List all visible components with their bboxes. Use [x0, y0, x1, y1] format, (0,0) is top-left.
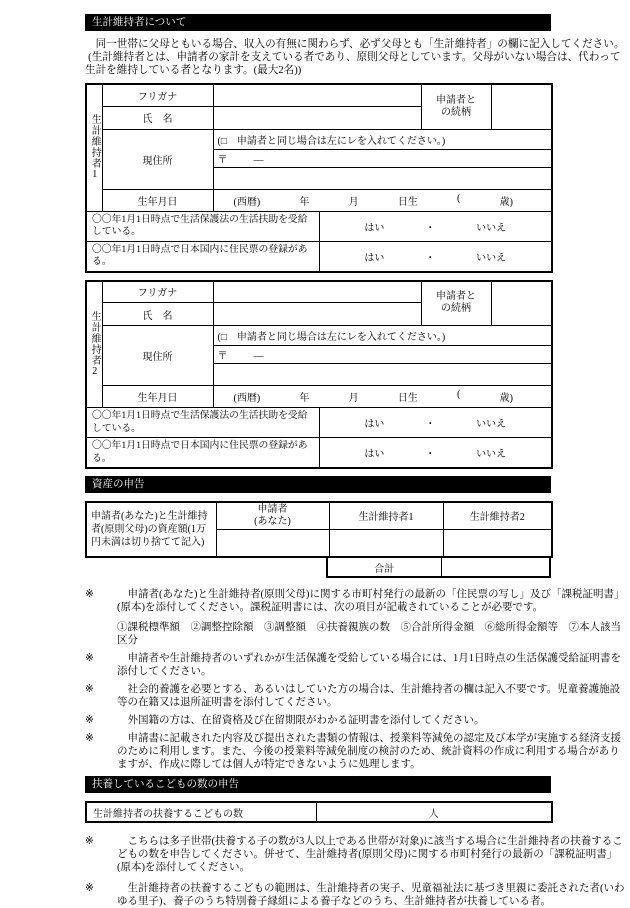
note-text: 申請者や生計維持者のいずれかが生活保護を受給している場合には、1月1日時点の生活保護受給証明書を添付してください。 — [117, 653, 621, 677]
answer-yes[interactable]: はい — [364, 252, 385, 264]
supporter1-postal-field[interactable] — [213, 149, 552, 167]
birthdate-label: 生年月日 — [102, 386, 213, 408]
birthdate-age-open: ( — [457, 192, 461, 204]
note-text: 生計維持者の扶養するこどもの範囲は、生計維持者の実子、児童福祉法に基づき里親に委託された者(いわゆる里子)、養子のうち特別養子縁組による養子などのうち、生計維持者が扶養している者。 — [117, 883, 625, 907]
supporter1-welfare-answer[interactable] — [319, 211, 552, 241]
answer-separator: ・ — [425, 419, 436, 430]
address-label: 現住所 — [102, 326, 213, 386]
birthdate-age: 歳) — [499, 393, 513, 404]
note-item — [85, 732, 626, 771]
note-text: 外国籍の方は、在留資格及び在留期限がわかる証明書を添付してください。 — [127, 715, 485, 726]
asset-total-table — [326, 556, 551, 578]
section-header-supporters: 生計維持者について — [85, 14, 551, 31]
answer-no[interactable]: いいえ — [476, 419, 507, 430]
postal-mark: 〒 — [217, 154, 228, 166]
intro-line-2: (生計維持者とは、申請者の家計を支えている者であり、原則父母としています。父母がいない場合は、代わって生計を維持している者となります。(最大2名)) — [85, 52, 621, 76]
birthdate-era: (西暦) — [233, 196, 261, 208]
note-item — [85, 588, 626, 614]
note-marker: ※ — [85, 733, 94, 744]
furigana-label: フリガナ — [102, 84, 213, 106]
birthdate-era: (西暦) — [233, 393, 261, 404]
section-header-assets: 資産の申告 — [85, 476, 551, 493]
answer-yes[interactable]: はい — [364, 449, 385, 460]
note-marker: ※ — [85, 653, 94, 664]
supporter1-table — [85, 83, 553, 273]
supporter2-welfare-question: 〇〇年1月1日時点で生活保護法の生活扶助を受給している。 — [86, 408, 319, 438]
answer-yes[interactable]: はい — [364, 419, 385, 430]
supporter2-residence-question: 〇〇年1月1日時点で日本国内に住民票の登録がある。 — [86, 438, 319, 469]
kids-notes — [85, 835, 626, 908]
supporter1-birthdate-field[interactable] — [213, 189, 552, 211]
asset-col-supporter1: 生計維持者1 — [329, 502, 443, 529]
supporter1-address-field[interactable] — [213, 167, 552, 189]
asset-total-row — [85, 556, 551, 578]
note-marker: ※ — [85, 836, 94, 847]
name-label: 氏 名 — [102, 106, 213, 129]
note-marker: ※ — [85, 883, 94, 894]
postal-dash: ― — [253, 351, 264, 362]
birthdate-month: 月 — [348, 393, 359, 404]
note-marker: ※ — [85, 684, 94, 695]
name-label: 氏 名 — [102, 303, 213, 326]
note-marker: ※ — [85, 715, 94, 726]
supporter1-welfare-question: 〇〇年1月1日時点で生活保護法の生活扶助を受給している。 — [86, 211, 319, 241]
birthdate-day: 日生 — [397, 196, 418, 208]
supporter1-residence-answer[interactable] — [319, 241, 552, 272]
note-text: 社会的養護を必要とする、あるいはしていた方の場合は、生計維持者の欄は記入不要です。児童養護施設等の在籍又は退所証明書を添付してください。 — [117, 684, 621, 708]
birthdate-year: 年 — [299, 196, 310, 208]
kids-count-label: 生計維持者の扶養するこどもの数 — [86, 802, 316, 822]
supporter2-address-field[interactable] — [213, 364, 552, 386]
note-text: 申請者(あなた)と生計維持者(原則父母)に関する市町村発行の最新の「住民票の写し」及び「課税証明書」(原本)を添付してください。課税証明書には、次の項目が記載されていることが必要です。 — [117, 589, 625, 613]
birthdate-age-open: ( — [457, 389, 461, 400]
asset-total-field[interactable] — [441, 557, 550, 577]
supporter1-furigana-field[interactable] — [213, 84, 421, 106]
answer-no[interactable]: いいえ — [476, 252, 507, 264]
answer-separator: ・ — [425, 222, 436, 234]
supporter2-residence-answer[interactable] — [319, 438, 552, 469]
asset-applicant-field[interactable] — [216, 529, 329, 557]
supporter2-postal-field[interactable] — [213, 346, 552, 364]
answer-separator: ・ — [425, 252, 436, 264]
supporter2-same-address-checkbox[interactable]: (□ 申請者と同じ場合は左にレを入れてください。) — [213, 326, 552, 346]
note-item — [85, 714, 626, 727]
note-item — [85, 882, 626, 908]
supporter2-side-label: 生計維持者2 — [86, 281, 102, 408]
answer-no[interactable]: いいえ — [476, 449, 507, 460]
postal-mark: 〒 — [217, 351, 228, 362]
birthdate-year: 年 — [299, 393, 310, 404]
note-item — [85, 835, 626, 874]
asset-col-supporter2: 生計維持者2 — [443, 502, 552, 529]
supporter2-birthdate-field[interactable] — [213, 386, 552, 408]
relation-label: 申請者と の続柄 — [421, 281, 491, 326]
note-text: 申請書に記載された内容及び提出された書類の情報は、授業料等減免の認定及び本学が実施する経済支援のために利用します。また、今後の授業料等減免制度の検討のため、統計資料の作成に利用する場合がありますが、作成に際しては個人が特定できないように処理します。 — [117, 733, 621, 770]
birthdate-day: 日生 — [397, 393, 418, 404]
supporter2-table — [85, 280, 553, 470]
tax-certificate-items: ①課税標準額 ②調整控除額 ③調整額 ④扶養親族の数 ⑤合計所得金額 ⑥総所得金額等 ⑦本人該当区分 — [117, 622, 621, 646]
note-marker: ※ — [85, 589, 94, 600]
note-item — [85, 683, 626, 709]
intro-line-1: 同一世帯に父母ともいる場合、収入の有無に関わらず、必ず父母とも「生計維持者」の欄に記入してください。 — [95, 39, 625, 50]
supporter1-residence-question: 〇〇年1月1日時点で日本国内に住民票の登録がある。 — [86, 241, 319, 272]
asset-notes — [85, 588, 626, 771]
note-text: こちらは多子世帯(扶養する子の数が3人以上である世帯が対象)に該当する場合に生計維持者の扶養するこどもの数を申告してください。併せて、生計維持者(原則父母)に関する市町村発行の最新の「課税証明書」(原本)を添付してください。 — [117, 836, 623, 873]
supporter2-relation-field[interactable] — [491, 281, 552, 326]
answer-yes[interactable]: はい — [364, 222, 385, 234]
intro-text — [85, 38, 626, 77]
kids-count-field[interactable]: 人 — [316, 802, 552, 822]
asset-col-applicant: 申請者 (あなた) — [216, 502, 329, 529]
birthdate-label: 生年月日 — [102, 189, 213, 211]
address-label: 現住所 — [102, 129, 213, 189]
note-item — [85, 652, 626, 678]
supporter2-name-field[interactable] — [213, 303, 421, 326]
supporter1-side-label: 生計維持者1 — [86, 84, 102, 211]
asset-row-label: 申請者(あなた)と生計維持者(原則父母)の資産額(1万円未満は切り捨てて記入) — [86, 502, 216, 557]
furigana-label: フリガナ — [102, 281, 213, 303]
supporter2-furigana-field[interactable] — [213, 281, 421, 303]
kids-count-table — [85, 801, 553, 823]
asset-table — [85, 501, 553, 558]
answer-separator: ・ — [425, 449, 436, 460]
relation-label: 申請者と の続柄 — [421, 84, 491, 129]
supporter1-relation-field[interactable] — [491, 84, 552, 129]
asset-supporter1-field[interactable] — [329, 529, 443, 557]
supporter1-name-field[interactable] — [213, 106, 421, 129]
answer-no[interactable]: いいえ — [476, 222, 507, 234]
total-label: 合計 — [327, 557, 441, 577]
birthdate-month: 月 — [348, 196, 359, 208]
supporter2-welfare-answer[interactable] — [319, 408, 552, 438]
total-spacer — [85, 556, 326, 578]
postal-dash: ― — [253, 154, 264, 166]
supporter1-same-address-checkbox[interactable]: (□ 申請者と同じ場合は左にレを入れてください。) — [213, 129, 552, 149]
section-header-kids: 扶養しているこどもの数の申告 — [85, 776, 551, 793]
birthdate-age: 歳) — [499, 196, 513, 208]
asset-supporter2-field[interactable] — [443, 529, 552, 557]
